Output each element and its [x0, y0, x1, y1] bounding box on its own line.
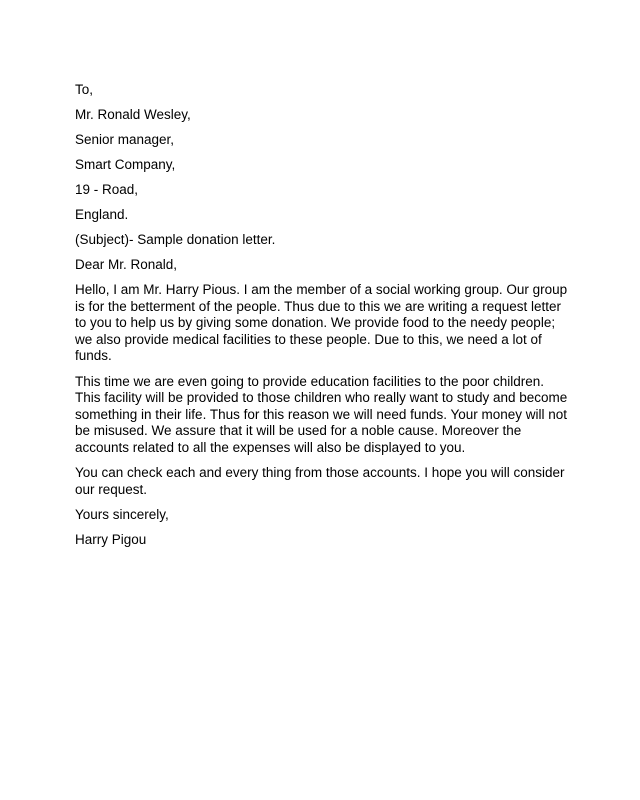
paragraph-1: Hello, I am Mr. Harry Pious. I am the member of a social working group. Our group is for the betterment of the people. Thus due to this we are writing a request letter to you to help us by giving some donation. We provide food to the needy people; we also provide medical facilities to these people. Due to this, we need a lot of funds. [75, 282, 568, 363]
recipient-company: Smart Company, [75, 157, 176, 172]
signature: Harry Pigou [75, 532, 147, 547]
recipient-title: Senior manager, [75, 132, 175, 147]
recipient-country: England. [75, 207, 129, 222]
subject-line: (Subject)- Sample donation letter. [75, 232, 276, 247]
recipient-name: Mr. Ronald Wesley, [75, 107, 191, 122]
greeting: Dear Mr. Ronald, [75, 257, 178, 272]
paragraph-3: You can check each and every thing from those accounts. I hope you will consider our request. [75, 465, 565, 497]
recipient-street: 19 - Road, [75, 182, 139, 197]
salutation-to: To, [75, 82, 94, 97]
paragraph-2: This time we are even going to provide education facilities to the poor children. This facility will be provided to those children who really want to study and become something in their life. Thus for this reason we will need funds. Your money will not be misused. We assure that it will be used for a noble cause. Moreover the accounts related to all the expenses will also be displayed to you. [75, 373, 568, 455]
letter-body [75, 82, 570, 557]
closing: Yours sincerely, [75, 507, 169, 522]
